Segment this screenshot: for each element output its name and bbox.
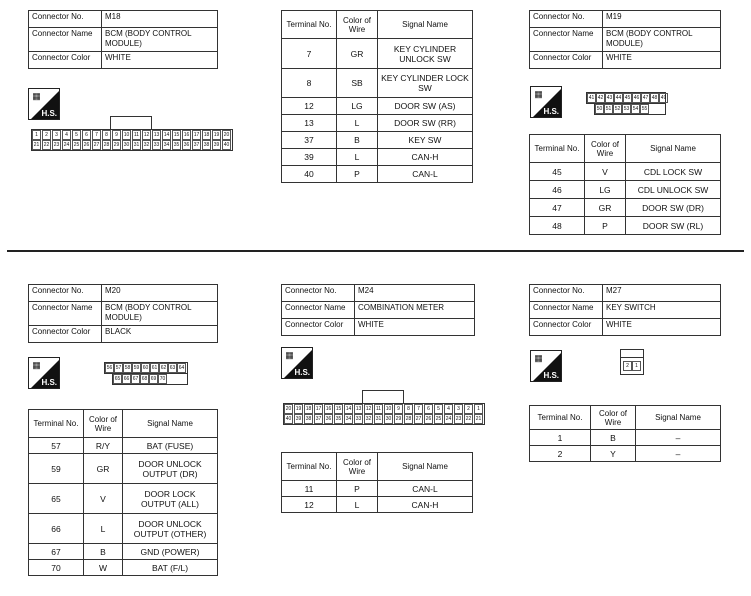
connector-pin: 2 [42,130,51,140]
hs-label: H.S. [294,368,310,377]
terminal-number: 45 [530,163,585,181]
connector-pin: 21 [475,416,482,422]
connector-pin: 55 [641,106,648,112]
signal-name: DOOR UNLOCK OUTPUT (OTHER) [123,514,218,544]
connector-pin: 60 [142,365,149,371]
wire-color: V [84,484,123,514]
connector-pin: 9 [112,130,121,140]
connector-name-label: Connector Name [530,302,603,319]
connector-pin: 24 [63,142,70,148]
connector-pin: 19 [213,132,220,138]
connector-pin: 19 [295,406,302,412]
terminal-number: 66 [29,514,84,544]
connector-color-label: Connector Color [282,319,355,336]
connector-no-label: Connector No. [29,285,102,302]
connector-pin: 40 [285,416,292,422]
terminal-number: 70 [29,560,84,576]
terminal-no-header: Terminal No. [282,11,337,39]
connector-pin: 35 [173,142,180,148]
signal-name: DOOR LOCK OUTPUT (ALL) [123,484,218,514]
connector-no-value: M24 [355,285,475,302]
signal-name-header: Signal Name [123,410,218,438]
connector-pin: 37 [315,416,322,422]
connector-pin: 33 [153,142,160,148]
connector-color-value: WHITE [603,319,721,336]
connector-pin: 10 [385,406,392,412]
connector-pin: 61 [151,365,158,371]
connector-pin: 17 [193,132,200,138]
connector-name-label: Connector Name [29,302,102,326]
wire-color: L [337,115,378,132]
m27-connector-info [529,284,721,336]
connector-pin: 21 [33,142,40,148]
connector-pin: 39 [295,416,302,422]
terminal-row [530,217,721,235]
wire-color-header: Color of Wire [591,406,636,430]
wire-color-header: Color of Wire [337,11,378,39]
connector-name-label: Connector Name [282,302,355,319]
connector-pin: 65 [114,376,121,382]
terminal-no-header: Terminal No. [282,453,337,481]
connector-pin: 2 [623,361,632,371]
connector-latch [621,350,643,358]
connector-pin: 35 [335,416,342,422]
signal-name: DOOR SW (DR) [626,199,721,217]
connector-pin: 62 [160,365,167,371]
signal-name: DOOR SW (RL) [626,217,721,235]
connector-pin: 20 [223,132,230,138]
signal-name: CAN-H [378,497,473,513]
connector-pin: 6 [424,404,433,414]
wire-color: B [84,544,123,560]
connector-pin: 4 [444,404,453,414]
connector-pin: 3 [454,404,463,414]
connector-pin: 14 [163,132,170,138]
connector-pin: 26 [425,416,432,422]
signal-name: CAN-L [378,166,473,183]
connector-pin: 42 [597,95,604,101]
terminal-row [29,438,218,454]
connector-pin: 13 [355,406,362,412]
m19-terminal-table [529,134,721,235]
connector-name-value: COMBINATION METER [355,302,475,319]
terminal-no-header: Terminal No. [29,410,84,438]
connector-pin: 1 [474,404,483,414]
wire-color: L [84,514,123,544]
terminal-row [29,484,218,514]
connector-pin: 69 [150,376,157,382]
connector-pin: 16 [325,406,332,412]
connector-color-label: Connector Color [530,52,603,69]
hs-badge [530,350,562,382]
wire-color: GR [84,454,123,484]
m24-terminal-table [281,452,473,513]
connector-pin: 14 [345,406,352,412]
wire-color: P [337,166,378,183]
connector-name-value: BCM (BODY CONTROL MODULE) [603,28,721,52]
m20-connector-info [28,284,218,343]
connector-pin: 5 [72,130,81,140]
signal-name: DOOR SW (AS) [378,98,473,115]
terminal-row [282,132,473,149]
connector-pin: 23 [455,416,462,422]
connector-pin: 27 [415,416,422,422]
connector-pin: 13 [153,132,160,138]
hs-badge [28,357,60,389]
terminal-number: 7 [282,39,337,69]
signal-name: KEY CYLINDER LOCK SW [378,69,473,98]
connector-pin: 38 [203,142,210,148]
wire-color: B [337,132,378,149]
connector-color-label: Connector Color [29,52,102,69]
connector-no-label: Connector No. [282,285,355,302]
terminal-number: 37 [282,132,337,149]
connector-pin: 47 [642,95,649,101]
signal-name: CAN-H [378,149,473,166]
connector-pin: 59 [133,365,140,371]
connector-pin: 15 [173,132,180,138]
connector-pin: 33 [355,416,362,422]
wire-color-header: Color of Wire [337,453,378,481]
connector-no-label: Connector No. [29,11,102,28]
connector-pin: 67 [132,376,139,382]
connector-no-value: M18 [102,11,218,28]
signal-name: CDL UNLOCK SW [626,181,721,199]
connector-latch [110,116,152,129]
signal-name: CAN-L [378,481,473,497]
terminal-row [282,497,473,513]
terminal-row [29,560,218,576]
terminal-row [282,69,473,98]
connector-pin: 32 [143,142,150,148]
terminal-number: 67 [29,544,84,560]
connector-pin: 30 [385,416,392,422]
signal-name: KEY CYLINDER UNLOCK SW [378,39,473,69]
connector-pin: 8 [102,130,111,140]
connector-pin: 5 [434,404,443,414]
connector-pin: 34 [163,142,170,148]
connector-icon: ▦ [32,91,41,101]
wire-color: B [591,430,636,446]
connector-pin: 57 [115,365,122,371]
signal-name: – [636,446,721,462]
connector-color-value: WHITE [355,319,475,336]
wire-color: SB [337,69,378,98]
connector-pin: 24 [445,416,452,422]
connector-pin: 36 [325,416,332,422]
wire-color: GR [337,39,378,69]
connector-name-value: BCM (BODY CONTROL MODULE) [102,302,218,326]
terminal-no-header: Terminal No. [530,406,591,430]
connector-pin: 18 [203,132,210,138]
terminal-number: 59 [29,454,84,484]
connector-pin: 51 [605,106,612,112]
connector-color-value: WHITE [102,52,218,69]
signal-name-header: Signal Name [378,11,473,39]
connector-icon: ▦ [534,353,543,363]
terminal-number: 48 [530,217,585,235]
connector-pin: 6 [82,130,91,140]
connector-pin: 28 [405,416,412,422]
connector-pin: 8 [404,404,413,414]
connector-pin: 56 [106,365,113,371]
terminal-number: 47 [530,199,585,217]
m18-connector-info [28,10,218,69]
connector-pin: 37 [193,142,200,148]
connector-pin: 11 [133,132,140,138]
connector-pin: 7 [92,130,101,140]
connector-pin: 29 [395,416,402,422]
wire-color: LG [585,181,626,199]
connector-pin: 48 [651,95,658,101]
connector-pin: 9 [394,404,403,414]
connector-pin: 36 [183,142,190,148]
wire-color: P [337,481,378,497]
signal-name: BAT (F/L) [123,560,218,576]
wire-color: W [84,560,123,576]
connector-pin: 11 [375,406,382,412]
wire-color-header: Color of Wire [585,135,626,163]
connector-pin: 27 [93,142,100,148]
connector-pin: 12 [143,132,150,138]
connector-color-value: WHITE [603,52,721,69]
connector-pin: 30 [123,142,130,148]
wire-color-header: Color of Wire [84,410,123,438]
terminal-row [282,481,473,497]
terminal-row [282,115,473,132]
connector-pin: 4 [62,130,71,140]
connector-pin: 17 [315,406,322,412]
connector-pin: 46 [633,95,640,101]
connector-pin: 50 [596,106,603,112]
connector-pin: 10 [123,132,130,138]
terminal-row [530,163,721,181]
connector-pin: 20 [285,406,292,412]
terminal-number: 8 [282,69,337,98]
m24-connector-info [281,284,475,336]
connector-pin: 1 [32,130,41,140]
terminal-row [29,454,218,484]
wire-color: GR [585,199,626,217]
connector-pin: 7 [414,404,423,414]
m18-pin-layout [31,129,233,151]
connector-pin: 68 [141,376,148,382]
connector-latch [362,390,404,403]
signal-name: – [636,430,721,446]
signal-name: DOOR SW (RR) [378,115,473,132]
connector-pin: 32 [365,416,372,422]
hs-label: H.S. [543,107,559,116]
terminal-row [530,430,721,446]
hs-badge [530,86,562,118]
hs-label: H.S. [543,371,559,380]
terminal-row [530,181,721,199]
terminal-number: 57 [29,438,84,454]
connector-pin: 25 [435,416,442,422]
connector-icon: ▦ [534,89,543,99]
connector-pin: 38 [305,416,312,422]
wire-color: L [337,497,378,513]
connector-pin: 45 [624,95,631,101]
terminal-number: 46 [530,181,585,199]
terminal-number: 40 [282,166,337,183]
signal-name-header: Signal Name [636,406,721,430]
m20-terminal-table [28,409,218,576]
connector-no-value: M27 [603,285,721,302]
connector-pin: 49 [660,95,667,101]
connector-color-label: Connector Color [530,319,603,336]
connector-pin: 64 [178,365,185,371]
connector-no-value: M20 [102,285,218,302]
terminal-number: 1 [530,430,591,446]
terminal-row [282,39,473,69]
signal-name-header: Signal Name [626,135,721,163]
terminal-row [530,199,721,217]
connector-name-label: Connector Name [530,28,603,52]
connector-pin: 39 [213,142,220,148]
terminal-row [530,446,721,462]
connector-name-label: Connector Name [29,28,102,52]
terminal-row [282,166,473,183]
terminal-number: 11 [282,481,337,497]
signal-name-header: Signal Name [378,453,473,481]
hs-label: H.S. [41,109,57,118]
connector-color-value: BLACK [102,326,218,343]
connector-no-value: M19 [603,11,721,28]
connector-icon: ▦ [32,360,41,370]
connector-pin: 70 [159,376,166,382]
connector-pin: 52 [614,106,621,112]
terminal-row [282,98,473,115]
wire-color: P [585,217,626,235]
connector-pin: 22 [43,142,50,148]
connector-pin: 58 [124,365,131,371]
signal-name: CDL LOCK SW [626,163,721,181]
terminal-row [29,544,218,560]
terminal-row [282,149,473,166]
terminal-number: 2 [530,446,591,462]
connector-pin: 31 [375,416,382,422]
wire-color: R/Y [84,438,123,454]
m27-terminal-table [529,405,721,462]
signal-name: KEY SW [378,132,473,149]
connector-color-label: Connector Color [29,326,102,343]
connector-pin: 41 [588,95,595,101]
m19-connector-info [529,10,721,69]
connector-pin: 43 [606,95,613,101]
signal-name: DOOR UNLOCK OUTPUT (DR) [123,454,218,484]
terminal-no-header: Terminal No. [530,135,585,163]
connector-pin: 12 [365,406,372,412]
terminal-number: 13 [282,115,337,132]
signal-name: GND (POWER) [123,544,218,560]
terminal-number: 39 [282,149,337,166]
connector-pin: 53 [623,106,630,112]
connector-pin: 18 [305,406,312,412]
wire-color: Y [591,446,636,462]
connector-pin: 2 [464,404,473,414]
connector-pin: 25 [73,142,80,148]
connector-pin: 23 [53,142,60,148]
connector-pin: 63 [169,365,176,371]
m18-terminal-table [281,10,473,183]
connector-pin: 31 [133,142,140,148]
wire-color: L [337,149,378,166]
hs-badge [28,88,60,120]
terminal-row [29,514,218,544]
terminal-number: 12 [282,98,337,115]
connector-pin: 29 [113,142,120,148]
signal-name: BAT (FUSE) [123,438,218,454]
connector-pin: 44 [615,95,622,101]
connector-no-label: Connector No. [530,11,603,28]
wire-color: LG [337,98,378,115]
m24-pin-layout [283,403,485,425]
hs-label: H.S. [41,378,57,387]
hs-badge [281,347,313,379]
m19-pin-layout [586,92,666,115]
connector-pin: 66 [123,376,130,382]
connector-pin: 16 [183,132,190,138]
connector-pin: 3 [52,130,61,140]
wire-color: V [585,163,626,181]
connector-name-value: BCM (BODY CONTROL MODULE) [102,28,218,52]
terminal-number: 12 [282,497,337,513]
section-divider [7,250,744,252]
connector-name-value: KEY SWITCH [603,302,721,319]
m27-pin-layout [620,349,644,375]
connector-pin: 34 [345,416,352,422]
connector-pin: 22 [465,416,472,422]
connector-icon: ▦ [285,350,294,360]
connector-pin: 1 [632,361,641,371]
terminal-number: 65 [29,484,84,514]
connector-pin: 26 [83,142,90,148]
connector-pin: 40 [223,142,230,148]
connector-pin: 15 [335,406,342,412]
connector-no-label: Connector No. [530,285,603,302]
connector-pin: 54 [632,106,639,112]
m20-pin-layout [104,362,188,385]
connector-pin: 28 [103,142,110,148]
